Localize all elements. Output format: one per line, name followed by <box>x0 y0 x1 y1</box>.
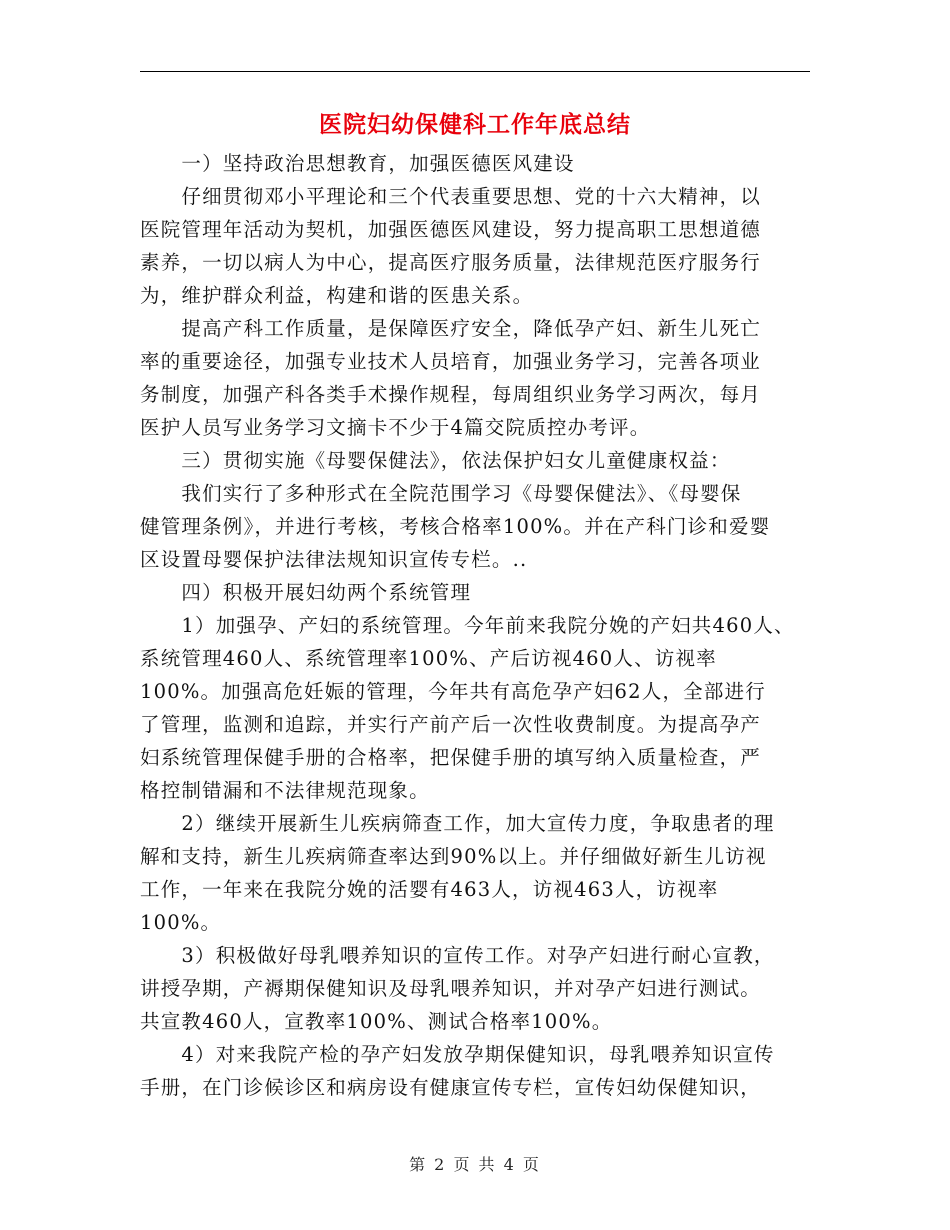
text-line: 解和支持，新生儿疾病筛查率达到90%以上。并仔细做好新生儿访视 <box>140 845 767 868</box>
text-line: 我们实行了多种形式在全院范围学习《母婴保健法》、《母婴保 <box>140 482 742 505</box>
text-line: 健管理条例》，并进行考核，考核合格率100%。并在产科门诊和爱婴 <box>140 515 771 538</box>
text-line: 1）加强孕、产妇的系统管理。今年前来我院分娩的产妇共460人、 <box>140 614 795 637</box>
text-line: 一）坚持政治思想教育，加强医德医风建设 <box>140 152 575 175</box>
text-line: 系统管理460人、系统管理率100%、产后访视460人、访视率 <box>140 647 717 670</box>
text-line: 讲授孕期，产褥期保健知识及母乳喂养知识，并对孕产妇进行测试。 <box>140 977 762 1000</box>
text-line: 务制度，加强产科各类手术操作规程，每周组织业务学习两次，每月 <box>140 383 762 406</box>
text-line: 提高产科工作质量，是保障医疗安全，降低孕产妇、新生儿死亡 <box>140 317 762 340</box>
text-line: 为，维护群众利益，构建和谐的医患关系。 <box>140 284 534 307</box>
text-line: 仔细贯彻邓小平理论和三个代表重要思想、党的十六大精神，以 <box>140 185 762 208</box>
text-line: 手册，在门诊候诊区和病房设有健康宣传专栏，宣传妇幼保健知识， <box>140 1076 762 1099</box>
text-line: 妇系统管理保健手册的合格率，把保健手册的填写纳入质量检查，严 <box>140 746 762 769</box>
text-line: 四）积极开展妇幼两个系统管理 <box>140 581 472 604</box>
text-line: 素养，一切以病人为中心，提高医疗服务质量，法律规范医疗服务行 <box>140 251 762 274</box>
text-line: 4）对来我院产检的孕产妇发放孕期保健知识，母乳喂养知识宣传 <box>140 1043 775 1066</box>
text-line: 医院管理年活动为契机，加强医德医风建设，努力提高职工思想道德 <box>140 218 762 241</box>
text-line: 率的重要途径，加强专业技术人员培育，加强业务学习，完善各项业 <box>140 350 762 373</box>
text-line: 了管理，监测和追踪，并实行产前产后一次性收费制度。为提高孕产 <box>140 713 762 736</box>
text-line: 工作，一年来在我院分娩的活婴有463人，访视463人，访视率 <box>140 878 719 901</box>
text-line: 区设置母婴保护法律法规知识宣传专栏。.. <box>140 548 528 571</box>
text-line: 100%。加强高危妊娠的管理，今年共有高危孕产妇62人，全部进行 <box>140 680 766 703</box>
text-line: 共宣教460人，宣教率100%、测试合格率100%。 <box>140 1010 613 1033</box>
page-footer: 第 2 页 共 4 页 <box>409 1155 541 1174</box>
text-line: 格控制错漏和不法律规范现象。 <box>140 779 430 802</box>
text-line: 2）继续开展新生儿疾病筛查工作，加大宣传力度，争取患者的理 <box>140 812 775 835</box>
document-title: 医院妇幼保健科工作年底总结 <box>319 112 631 138</box>
text-line: 100%。 <box>140 911 222 934</box>
text-line: 医护人员写业务学习文摘卡不少于4篇交院质控办考评。 <box>140 416 651 439</box>
text-line: 三）贯彻实施《母婴保健法》，依法保护妇女儿童健康权益： <box>140 449 731 472</box>
header-rule <box>140 71 810 72</box>
text-line: 3）积极做好母乳喂养知识的宣传工作。对孕产妇进行耐心宣教， <box>140 944 775 967</box>
